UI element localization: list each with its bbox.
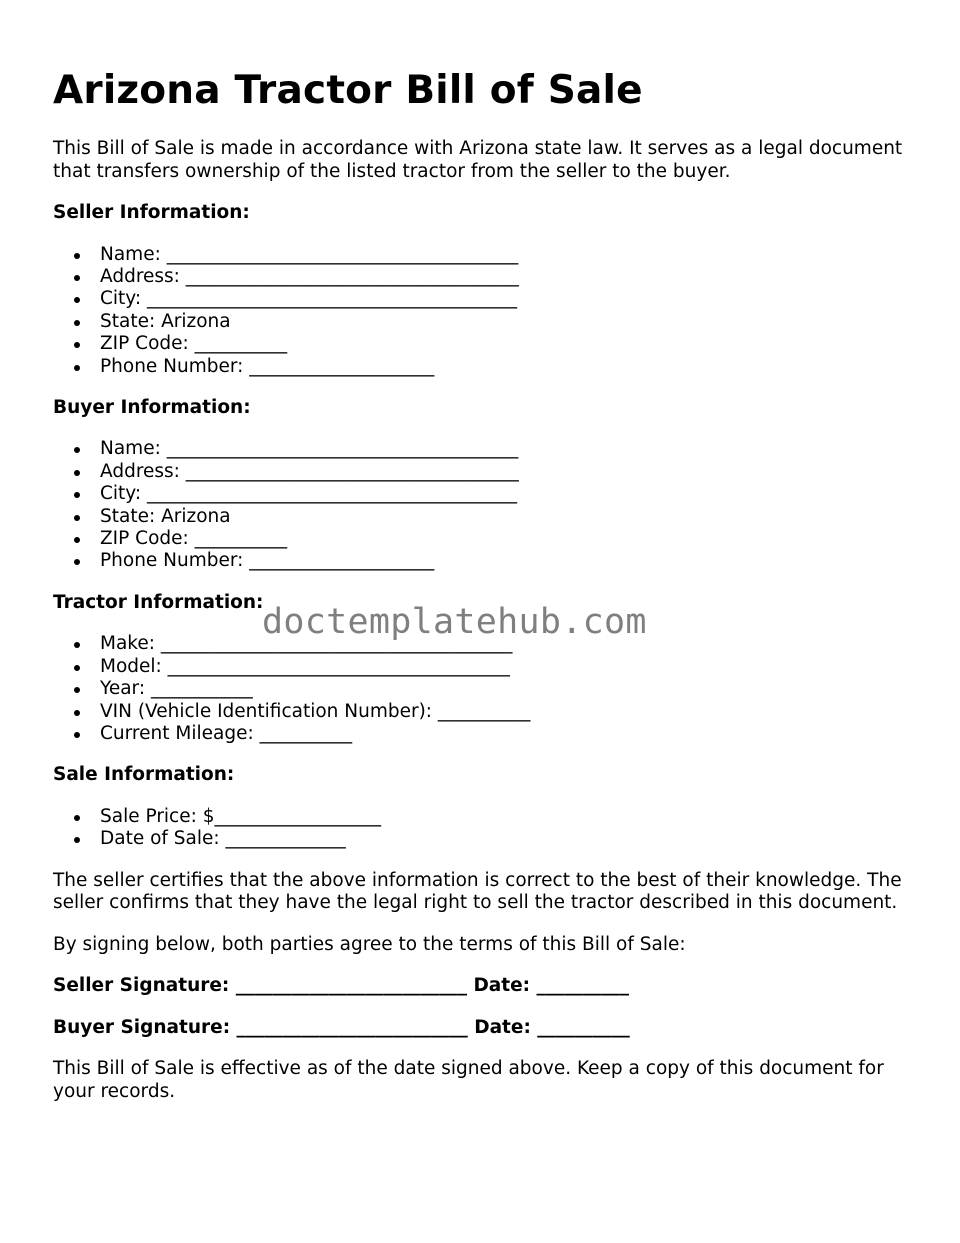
tractor-year-field: Year: ___________ (100, 678, 913, 700)
seller-zip-field: ZIP Code: __________ (100, 333, 913, 355)
seller-state-field: State: Arizona (100, 311, 913, 333)
sale-fields-list (53, 806, 913, 851)
watermark-text: doctemplatehub.com (262, 602, 647, 642)
seller-signature-line: Seller Signature: _________________________ Date: __________ (53, 975, 630, 997)
buyer-state-field: State: Arizona (100, 506, 913, 528)
tractor-section-heading: Tractor Information: (53, 591, 264, 613)
seller-fields-list (53, 244, 913, 378)
sale-section-heading: Sale Information: (53, 764, 235, 786)
tractor-mileage-field: Current Mileage: __________ (100, 723, 913, 745)
buyer-name-field: Name: ______________________________________ (100, 438, 913, 460)
sale-date-field: Date of Sale: _____________ (100, 828, 913, 850)
buyer-address-field: Address: ____________________________________ (100, 461, 913, 483)
document-page (53, 66, 913, 1103)
sale-price-field: Sale Price: $__________________ (100, 806, 913, 828)
seller-name-field: Name: ______________________________________ (100, 244, 913, 266)
tractor-make-field: Make: ______________________________________ (100, 633, 913, 655)
buyer-signature-line: Buyer Signature: _________________________ Date: __________ (53, 1016, 630, 1038)
document-title: Arizona Tractor Bill of Sale (53, 68, 643, 113)
seller-section-heading: Seller Information: (53, 202, 250, 223)
tractor-vin-field: VIN (Vehicle Identification Number): __________ (100, 701, 913, 723)
seller-address-field: Address: ____________________________________ (100, 266, 913, 288)
buyer-city-field: City: ________________________________________ (100, 483, 913, 505)
intro-paragraph: This Bill of Sale is made in accordance with Arizona state law. It serves as a legal document that transfers ownership of the listed tractor from the seller to the buyer. (53, 138, 903, 182)
seller-city-field: City: ________________________________________ (100, 288, 913, 310)
agreement-paragraph: By signing below, both parties agree to the terms of this Bill of Sale: (53, 933, 686, 955)
seller-phone-field: Phone Number: ____________________ (100, 356, 913, 378)
closing-paragraph: This Bill of Sale is effective as of the date signed above. Keep a copy of this document for your records. (53, 1058, 884, 1102)
certification-paragraph: The seller certifies that the above information is correct to the best of their knowledge. The seller confirms that they have the legal right to sell the tractor described in this document. (53, 869, 902, 914)
buyer-section-heading: Buyer Information: (53, 396, 251, 418)
tractor-model-field: Model: _____________________________________ (100, 656, 913, 678)
tractor-fields-list (53, 633, 913, 745)
buyer-phone-field: Phone Number: ____________________ (100, 550, 913, 572)
buyer-fields-list (53, 438, 913, 572)
buyer-zip-field: ZIP Code: __________ (100, 528, 913, 550)
